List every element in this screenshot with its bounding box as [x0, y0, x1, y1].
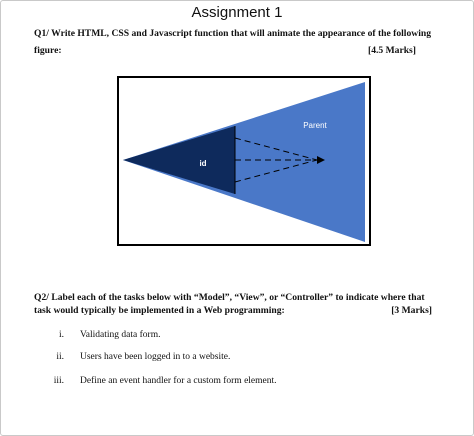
q1-text-line1: Q1/ Write HTML, CSS and Javascript function that will animate the appearance of the following	[34, 28, 431, 39]
q2-text-line1: Q2/ Label each of the tasks below with “Model”, “View”, or “Controller” to indicate where that	[34, 292, 425, 303]
animation-figure	[117, 76, 371, 246]
q1-text-line2: figure:	[34, 45, 62, 56]
q2-text-line2: task would typically be implemented in a Web programming:	[34, 305, 285, 316]
figure-drawing	[119, 78, 369, 244]
id-triangle	[123, 126, 235, 194]
q1-marks: [4.5 Marks]	[368, 45, 416, 56]
id-label: id	[199, 159, 207, 168]
list-item-number: ii.	[56, 352, 64, 362]
list-item: Define an event handler for a custom form element.	[80, 376, 277, 386]
list-item: Validating data form.	[80, 330, 161, 340]
q2-marks: [3 Marks]	[391, 305, 432, 316]
page-title: Assignment 1	[191, 4, 283, 21]
parent-label: Parent	[303, 121, 327, 130]
list-item: Users have been logged in to a website.	[80, 352, 231, 362]
list-item-number: i.	[58, 330, 64, 340]
list-item-number: iii.	[53, 376, 64, 386]
